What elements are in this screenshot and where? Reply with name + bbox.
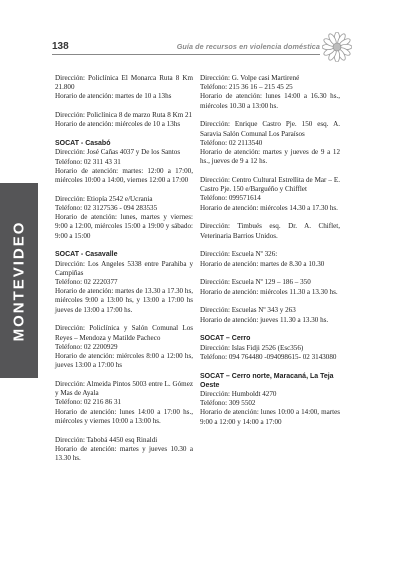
resource-line: Teléfono: 215 36 16 – 215 45 25	[200, 83, 293, 92]
resource-entry	[200, 120, 340, 166]
resource-line: Horario de atención: miércoles 8:00 a 12:00 hs, jueves 13:00 a 17:00 hs	[55, 352, 193, 370]
resource-entry	[200, 278, 340, 296]
guide-title: Guía de recursos en violencia doméstica	[176, 42, 320, 51]
resource-entry	[200, 176, 340, 213]
resource-line: Dirección: Enrique Castro Pje. 150 esq. A. Saravia Salón Comunal Los Paraísos	[200, 120, 340, 138]
flower-icon	[322, 32, 352, 62]
resource-entry	[55, 195, 193, 241]
resource-entry	[200, 222, 340, 240]
right-column	[200, 74, 340, 436]
resource-line: Dirección: Islas Fidji 2526 (Esc356)	[200, 343, 304, 352]
resource-line: Horario de atención: martes y jueves de 9 a 12 hs., jueves de 9 a 12 hs.	[200, 148, 340, 166]
resource-title: SOCAT - Casavalle	[55, 251, 118, 259]
side-tab	[0, 183, 38, 378]
resource-line: Dirección: Policlínica 8 de marzo Ruta 8 Km 21	[55, 111, 193, 120]
resource-line: Horario de atención: lunes 14:00 a 17:00 hs., miércoles y viernes 10:00 a 13:00 hs.	[55, 407, 193, 425]
resource-line: Horario de atención: lunes 10:00 a 14:00, martes 9:00 a 12:00 y 14:00 a 17:00	[200, 408, 340, 426]
resource-line: Dirección: Tabobá 4450 esq Rinaldi	[55, 435, 158, 444]
resource-line: Horario de atención: lunes 14:00 a 16.30 hs., miércoles 10.30 a 13:00 hs.	[200, 92, 340, 110]
resource-title: SOCAT - Casabó	[55, 140, 111, 148]
resource-line: Dirección: Almeida Pintos 5003 entre L. Gómez y Mas de Ayala	[55, 380, 193, 398]
resource-line: Dirección: Los Angeles 5338 entre Parahiba y Campiñas	[55, 259, 193, 277]
resource-entry	[200, 306, 340, 324]
resource-line: Horario de atención: lunes, martes y viernes: 9:00 a 12:00, miércoles 15:00 a 19:00 y sábado: 9:00 a 15:00	[55, 213, 193, 240]
resource-line: Dirección: Etiopía 2542 e/Ucrania	[55, 194, 153, 203]
resource-line: Dirección: Escuela Nº 129 – 186 – 350	[200, 278, 311, 287]
resource-line: Horario de atención: martes: 12:00 a 17:00, miércoles 10:00 a 14:00, viernes 12:00 a 17:00	[55, 166, 193, 185]
resource-line: Teléfono: 02 2220377	[55, 278, 118, 287]
page-header	[52, 38, 352, 60]
left-column	[55, 74, 193, 473]
resource-line: Dirección: José Cañas 4037 y De los Santos	[55, 148, 181, 157]
resource-entry	[55, 111, 193, 129]
resource-line: Horario de atención: miércoles de 10 a 13hs	[55, 120, 181, 129]
resource-entry	[200, 334, 340, 362]
resource-line: Teléfono: 02 2200929	[55, 342, 118, 351]
resource-line: Teléfono: 02 216 86 31	[55, 398, 122, 407]
resource-entry	[55, 74, 193, 102]
resource-entry	[55, 250, 193, 314]
resource-line: Horario de atención: miércoles 14.30 a 17.30 hs.	[200, 203, 338, 212]
resource-line: Dirección: Timbués esq. Dr. A. Chiflet, Veterinaria Barrios Unidos.	[200, 222, 340, 240]
resource-title: SOCAT – Cerro	[200, 335, 251, 343]
resource-line: Dirección: Policlínica y Salón Comunal Los Reyes – Mendoza y Matilde Pacheco	[55, 324, 193, 342]
resource-entry	[55, 324, 193, 370]
resource-entry	[200, 372, 340, 427]
page-number: 138	[52, 41, 69, 52]
resource-line: Teléfono: 309 5502	[200, 399, 256, 408]
resource-line: Horario de atención: martes de 10 a 13hs	[55, 92, 172, 101]
resource-line: Horario de atención: miércoles 11.30 a 13.30 hs.	[200, 287, 338, 296]
resource-line: Horario de atención: martes de 8.30 a 10.30	[200, 259, 325, 268]
resource-title: SOCAT – Cerro norte, Maracaná, La Teja Oeste	[200, 372, 334, 389]
resource-line: Teléfono: 02 3127536 - 094 283535	[55, 204, 158, 213]
resource-line: Teléfono: 02 2113540	[200, 138, 263, 147]
resource-entry	[200, 74, 340, 111]
resource-line: Dirección: Escuela Nº 326:	[200, 250, 278, 259]
header-rule	[52, 54, 320, 55]
resource-line: Horario de atención: martes de 13.30 a 17.30 hs, miércoles 9:00 a 13:00 hs, y 13:00 a 17:00 hs jueves de 13:00 a 17:00 hs.	[55, 287, 193, 314]
resource-entry	[200, 250, 340, 268]
resource-line: Dirección: G. Volpe casi Martirené	[200, 74, 300, 82]
resource-line: Dirección: Policlínica El Monarca Ruta 8 Km 21.800	[55, 74, 193, 92]
resource-line: Horario de atención: martes y jueves 10.30 a 13.30 hs.	[55, 444, 193, 463]
resource-line: Dirección: Escuelas Nº 343 y 263	[200, 306, 296, 315]
resource-entry	[55, 139, 193, 185]
resource-entry	[55, 380, 193, 426]
resource-line: Teléfono: 099571614	[200, 194, 261, 203]
resource-line: Horario de atención: jueves 11.30 a 13.30 hs.	[200, 315, 329, 324]
resource-line: Teléfono: 094 764480 -094098615- 02 3143080	[200, 352, 337, 361]
resource-line: Dirección: Centro Cultural Estrellita de Mar – E. Castro Pje. 150 e/Barguéño y Chifflet	[200, 176, 340, 194]
resource-entry	[55, 436, 193, 464]
side-tab-label: MONTEVIDEO	[10, 220, 28, 341]
resource-line: Teléfono: 02 311 43 31	[55, 157, 121, 166]
resource-line: Dirección: Humboldt 4270	[200, 390, 277, 399]
